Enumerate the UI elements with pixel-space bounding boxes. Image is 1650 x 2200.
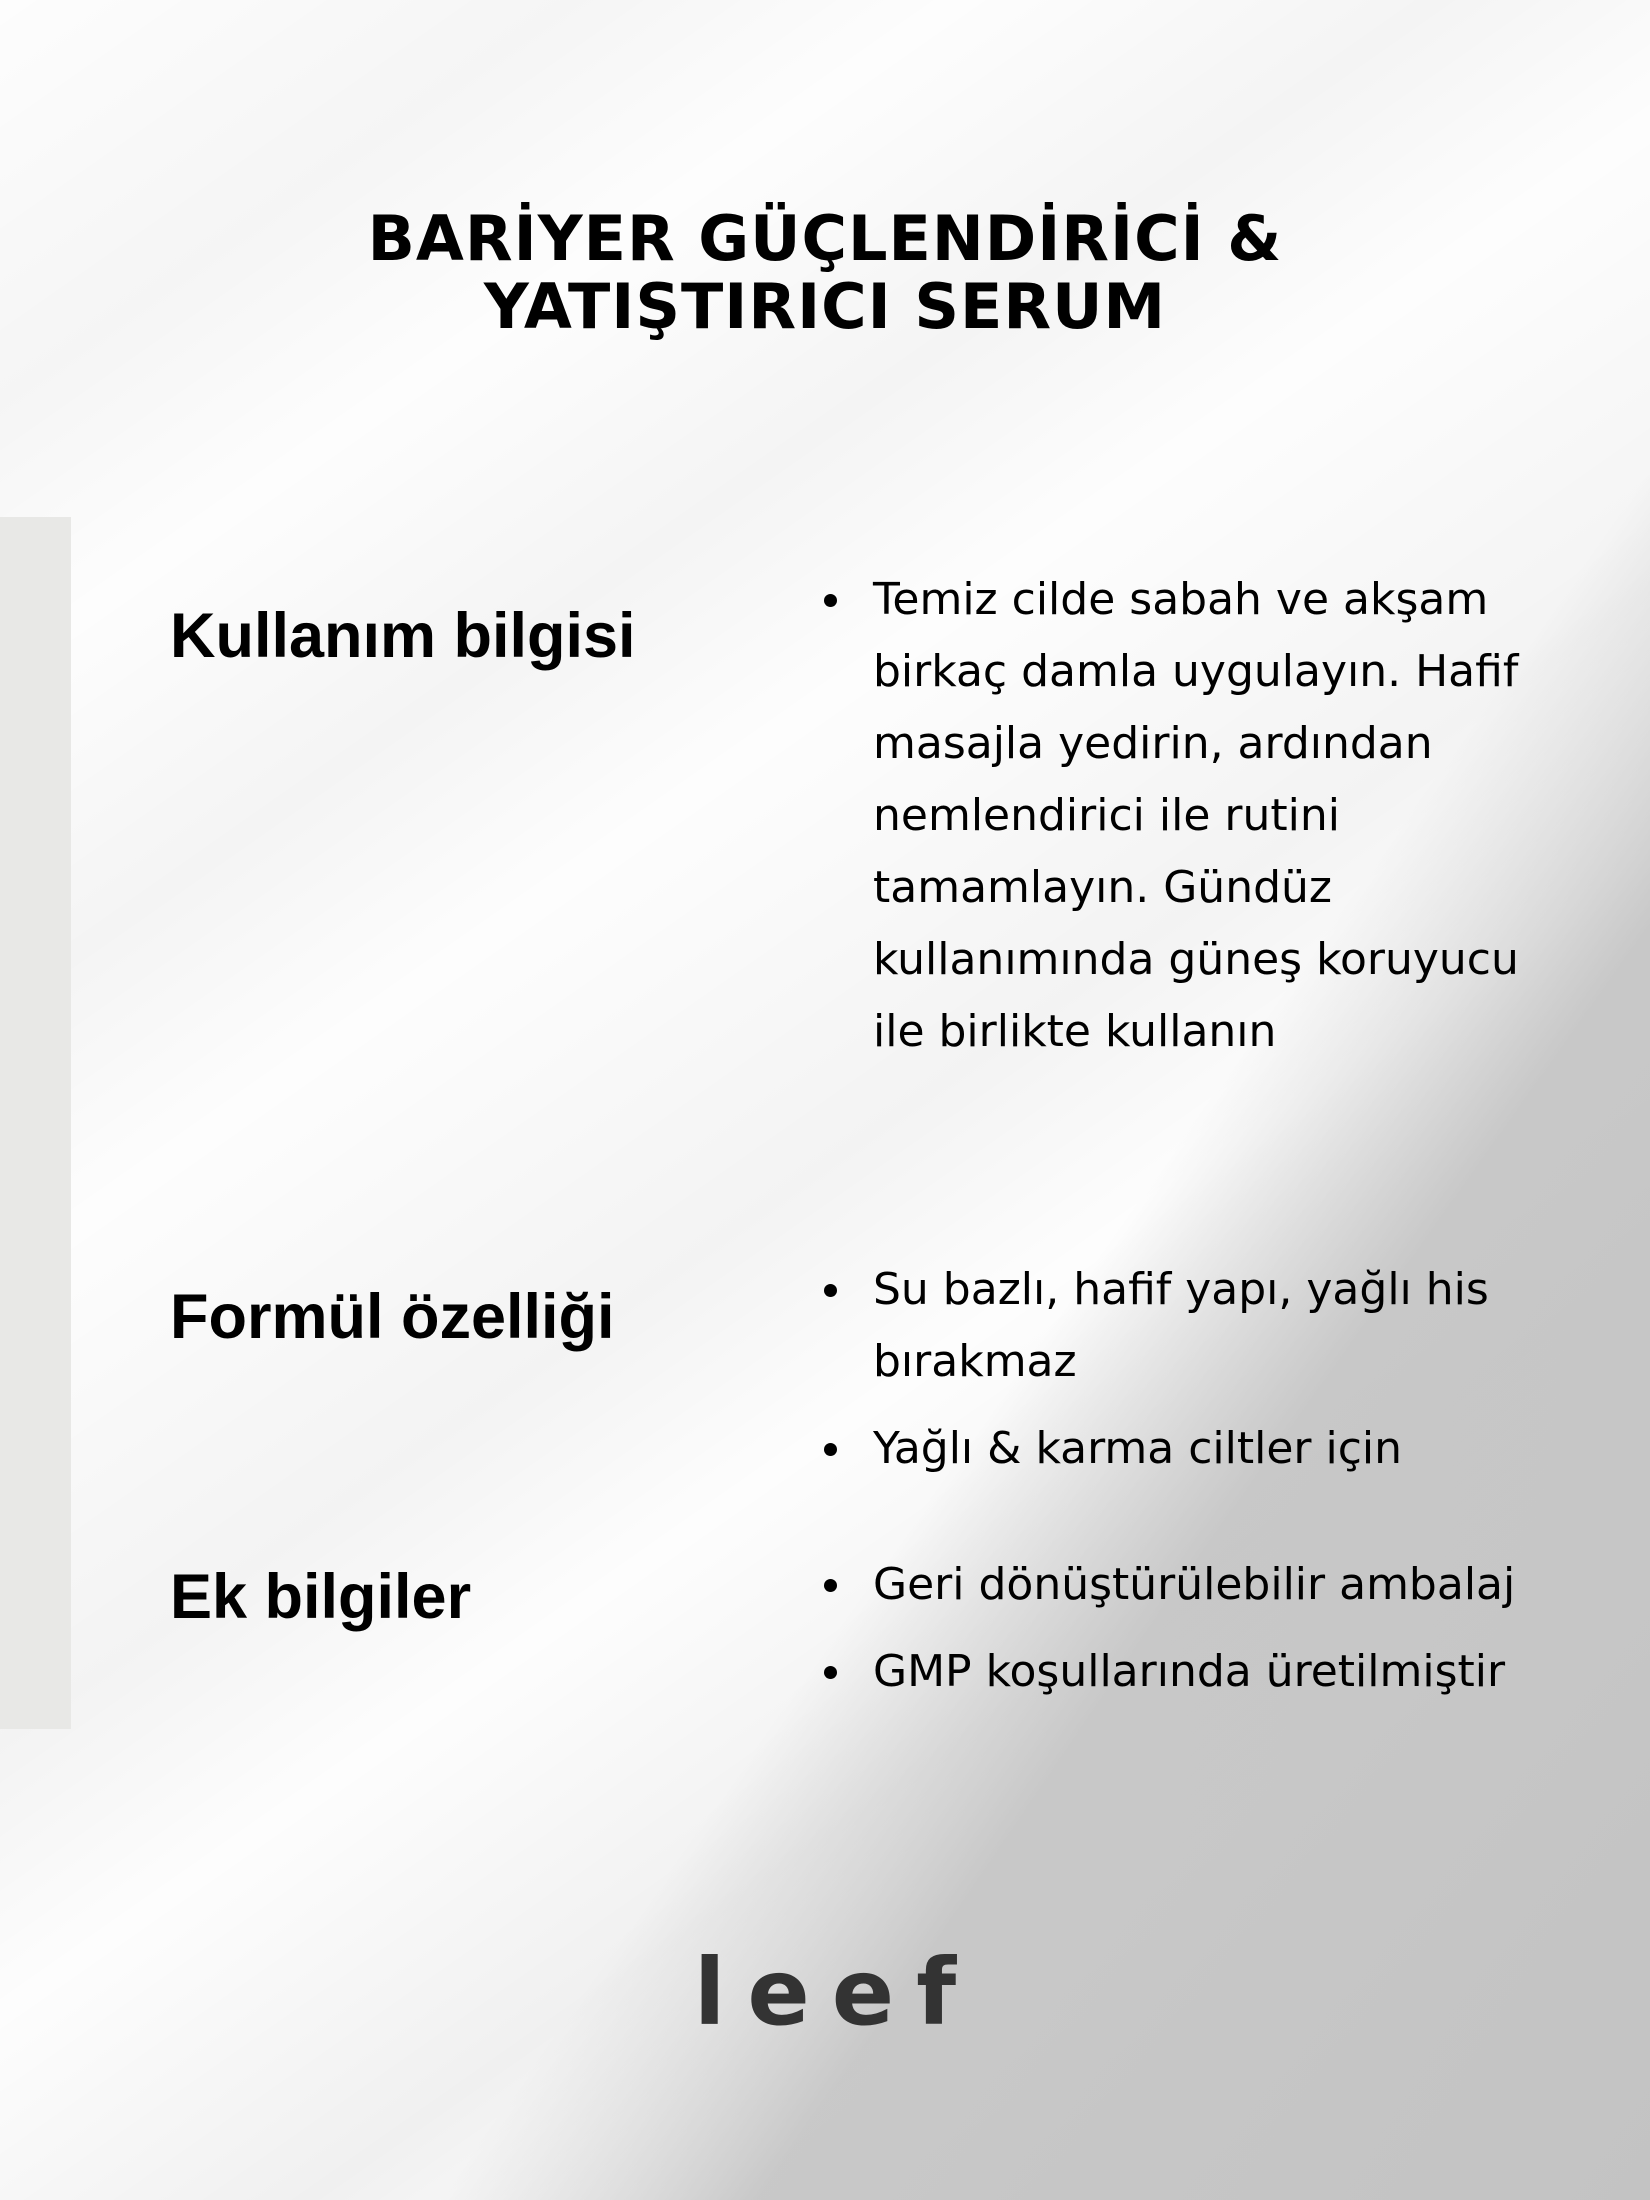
extra-info-list — [820, 1549, 1520, 1723]
list-item-text: Geri dönüştürülebilir ambalaj — [873, 1559, 1516, 1610]
bullet-icon — [824, 1284, 837, 1297]
section-label-usage: Kullanım bilgisi — [170, 601, 636, 671]
list-item — [820, 1413, 1520, 1485]
bullet-icon — [824, 1443, 837, 1456]
list-item-text: Yağlı & karma ciltler için — [873, 1423, 1403, 1474]
usage-list — [820, 564, 1520, 1083]
bullet-icon — [824, 1579, 837, 1592]
decorative-side-bar — [0, 517, 71, 1729]
section-label-formula: Formül özelliği — [170, 1282, 615, 1352]
title-line-2: YATIŞTIRICI SERUM — [483, 270, 1167, 343]
list-item-text: Su bazlı, hafif yapı, yağlı his bırakmaz — [873, 1264, 1489, 1387]
brand-logo: leef — [693, 1939, 979, 2046]
list-item — [820, 1636, 1520, 1708]
list-item — [820, 1549, 1520, 1621]
bullet-icon — [824, 1666, 837, 1679]
bullet-icon — [824, 594, 837, 607]
list-item-text: GMP koşullarında üretilmiştir — [873, 1646, 1506, 1697]
formula-list — [820, 1254, 1520, 1500]
page-title — [0, 202, 1650, 343]
title-line-1: BARİYER GÜÇLENDİRİCİ & — [367, 202, 1283, 275]
list-item — [820, 1254, 1520, 1398]
list-item — [820, 564, 1520, 1068]
list-item-text: Temiz cilde sabah ve akşam birkaç damla uygulayın. Hafif masajla yedirin, ardından nemlendirici ile rutini tamamlayın. Gündüz kullanımında güneş koruyucu ile birlikte kullanın — [873, 574, 1519, 1057]
section-label-extra-info: Ek bilgiler — [170, 1562, 472, 1632]
